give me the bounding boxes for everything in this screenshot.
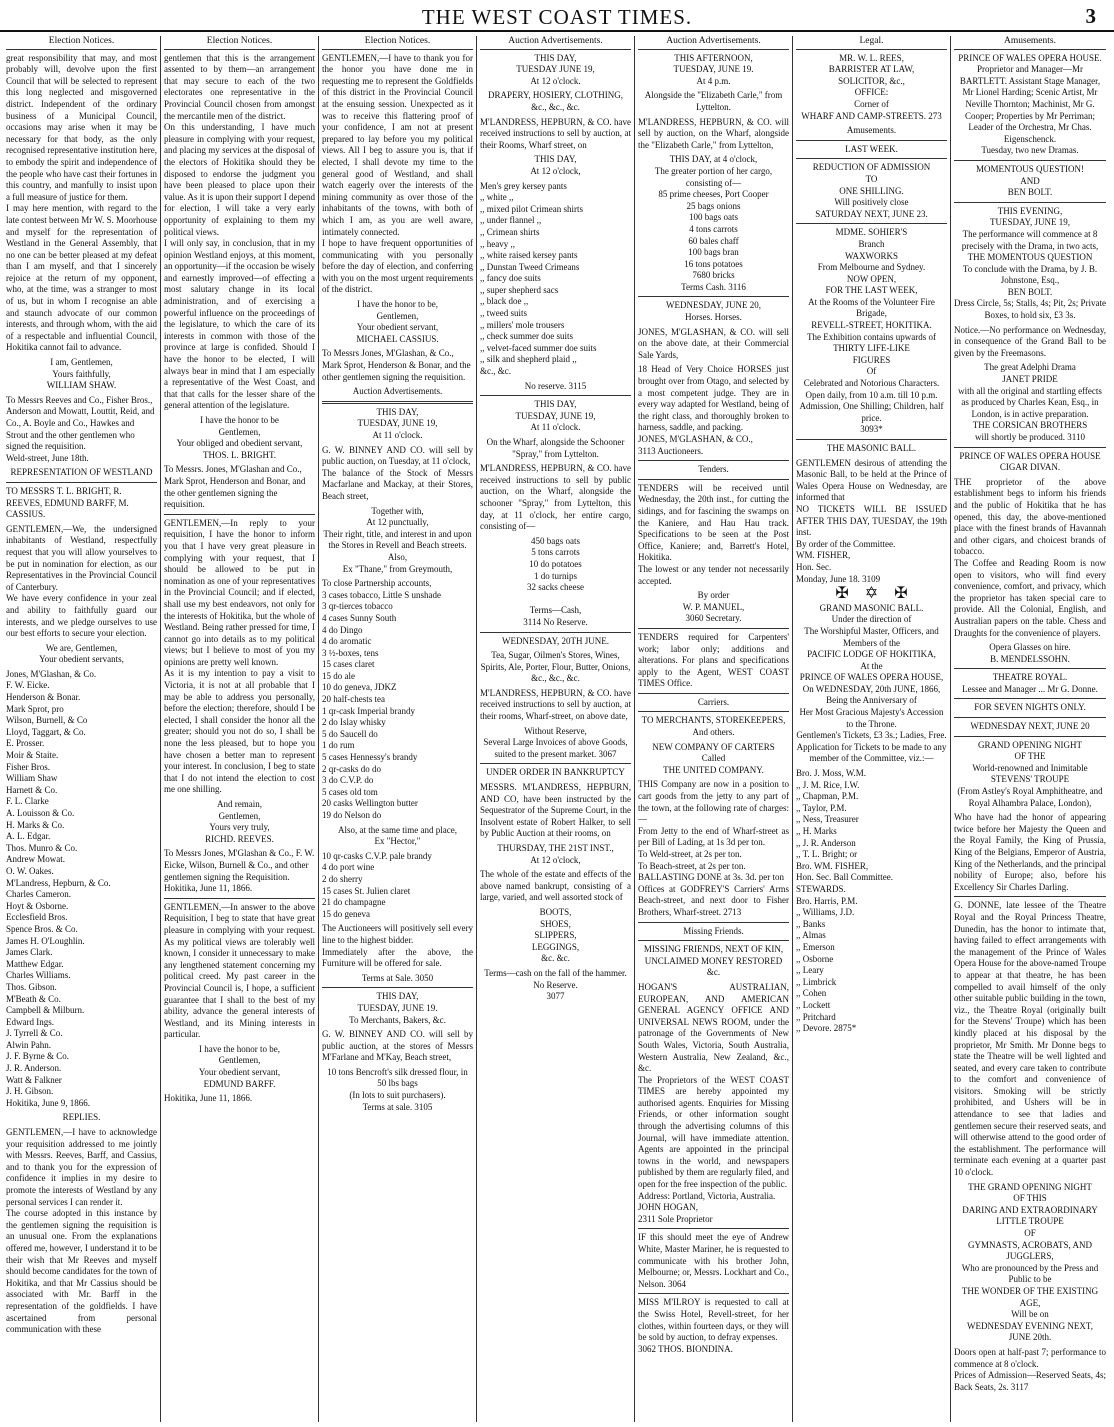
notice-text: We are, Gentlemen, Your obedient servants, <box>39 642 124 665</box>
notice-text: GENTLEMEN,—In reply to your requisition, I have the honor to inform you that I have very great pleasure in complying with your request, that I should be allowed to be put in nomination as one of your representatives in the Provincial Council; and if elected, shall use my best endeavors, not only for the interests of Hokitika, but the whole of Westland. Being rather pressed for time, I cannot go into details as to my political views; but I believe to most of you my opinions are pretty well known. As it is my intention to pay a visit to Victoria, it is not at all probable that I may be able to address you personally, before the election; therefore, should I be elected, I shall consider the honor all the greater; should you not do so, I shall be none the less pleased, but to hope you have chosen a better man to represent your interest. In conclusion, I beg to state that I do not intend the election to cost me one shilling. <box>164 517 315 795</box>
notice-text: MISSING FRIENDS, NEXT OF KIN, UNCLAIMED MONEY RESTORED &c. <box>643 944 784 978</box>
notice-text: 10 tons Bencroft's silk dressed flour, in 50 lbs bags (In lots to suit purchasers). Terms at sale. 3105 <box>327 1066 468 1112</box>
notice-text: great responsibility that may, and most probably will, devolve upon the first Council that will be selected to represent this long neglected and misgoverned district. Independent of the ordinary business of a Municipal Council, occasions may arise when it may be necessary for that body, as the only recognised representative institution here, to embody the spirit and independence of the people who have cast their fortunes in this country, and manfully to insist upon a full measure of justice for them. I may here mention, with regard to the late contest between Mr W. S. Moorhouse and myself for the representation of Westland in the General Assembly, that no one can be better pleased at my defeat than I am myself, and that I sincerely rejoice at the return of my opponent, who, at the time, was a stranger to most of us, but in whom I recognise an able and staunch advocate of our common interests, and through whom, with the aid of a respectable and influential Council, Hokitika cannot fail to advance. <box>6 52 157 353</box>
notice-text: Carriers. <box>697 696 730 707</box>
notice-text: FOR SEVEN NIGHTS ONLY. <box>974 702 1086 713</box>
notice-text: 18 Head of Very Choice HORSES just brought over from Otago, and selected by a most competent judge. They are in every way adapted for Westland, being of the right class, and thoroughly broken to harness, saddle, and packing. JONES, M'GLASHAN, & CO., 3113 Auctioneers. <box>638 364 789 456</box>
column-heading: Amusements. <box>954 36 1106 50</box>
notice-text: BOOTS, SHOES, SLIPPERS, LEGGINGS, &c. &c. <box>531 906 580 964</box>
column-heading: Election Notices. <box>164 36 315 50</box>
divider-rule <box>638 460 789 461</box>
divider-rule <box>164 514 315 515</box>
divider-rule <box>954 160 1106 161</box>
notice-text: M'LANDRESS, HEPBURN, & CO. have received instructions to sell by public auction, on the Wharf, alongside the schooner "Spray," from Lyttelton, this day, at 11 o'clock, her entire cargo, consisting of— <box>480 463 631 532</box>
notice-text: Notice.—No performance on Wednesday, in consequence of the Grand Ball to be given by the Freemasons. <box>954 324 1106 358</box>
notice-text: GENTLEMEN,—I have to thank you for the honor you have done me in requesting me to represent the Goldfields of this district in the Provincial Council at the ensuing session. Unexpected as it was to receive this flattering proof of your confidence, I am not at present prepared to lay before you my political views. All I beg to assure you is, that if elected, I shall devote my time to the general good of Westland, and shall watch eagerly over the interests of the mining community as over those of the inhabitants of the towns, with both of which I am, as you are well aware, intimately connected. I hope to have frequent opportunities of communicating with you personally before the day of election, and conferring with you on the most urgent requirements of the district. <box>322 52 473 295</box>
notice-text: MISS M'ILROY is requested to call at the Swiss Hotel, Revell-street, for her clothes, within fourteen days, or they will be sold by auction, to defray expenses. 3062 THOS. BIONDINA. <box>638 1297 789 1354</box>
column-4 <box>477 36 635 1422</box>
notice-text: Terms—cash on the fall of the hammer. No Reserve. 3077 <box>484 967 627 1002</box>
divider-rule <box>638 922 789 923</box>
notice-text: Bro. J. Moss, W.M. ,, J. M. Rice, I.W. ,, Chapman, P.M. ,, Taylor, P.M. ,, Ness, Treasurer ,, H. Marks ,, J. R. Anderson ,, T. L. Bright; or Bro. WM. FISHER, Hon. Sec. Ball Committee. STEWARDS. Bro. Harris, P.M. ,, Williams, J.D. ,, Banks ,, Almas ,, Emerson ,, Osborne ,, Leary ,, Limbrick ,, Cohen ,, Lockett ,, Pritchard ,, Devore. 2875* <box>796 768 893 1034</box>
notice-text: To Messrs Jones, M'Glashan, & Co., Mark Sprot, Henderson & Bonar, and the other gentlemen signing the requisition. <box>322 348 471 382</box>
notice-text: THEATRE ROYAL. Lessee and Manager ... Mr G. Donne. <box>962 672 1098 694</box>
notice-text: LAST WEEK. <box>845 143 898 154</box>
masonic-symbol-icon: ✡ <box>864 585 879 603</box>
divider-rule <box>954 447 1106 448</box>
notice-text: No reserve. 3115 <box>524 380 587 391</box>
notice-text: G. W. BINNEY AND CO. will sell by public auction, on Tuesday, at 11 o'clock, The balance of the Stock of Messrs Macfarlane and Mackay, at their Stores, Beach street, <box>322 444 473 501</box>
notice-text: The great Adelphi Drama JANET PRIDE with all the original and startling effects as produced by Charles Kean, Esq., in London, is in active preparation. THE CORSICAN BROTHERS will shortly be produced. 3110 <box>958 362 1102 442</box>
notice-text: PRINCE OF WALES OPERA HOUSE. Proprietor and Manager—Mr BARTLETT. Assistant Stage Manager, Mr Lionel Harding; Scenic Artist, Mr Neville Thornton; Machinist, Mr G. Cooper; Properties by Mr Perriman; Leader of the Orchestra, Mr Chas. Eigenschenck. Tuesday, two new Dramas. <box>958 52 1102 156</box>
notice-text: GRAND MASONIC BALL. Under the direction of The Worshipful Master, Officers, and Members of the PACIFIC LODGE OF HOKITIKA, At the PRINCE OF WALES OPERA HOUSE, On WEDNESDAY, 20th JUNE, 1866, Being the Anniversary of Her Most Gracious Majesty's Accession to the Throne. Gentlemen's Tickets, £3 3s.; Ladies, Free. Application for Tickets to be made to any member of the Committee, viz.:— <box>796 602 947 764</box>
divider-rule <box>796 439 947 440</box>
divider-rule <box>322 987 473 988</box>
notice-text: REPLIES. <box>62 1112 101 1123</box>
notice-text: I am, Gentlemen, Yours faithfully, WILLIAM SHAW. <box>46 357 117 391</box>
notice-text: G. W. BINNEY AND CO. will sell by public auction, at the stores of Messrs M'Farlane and M'Kay, Beach street, <box>322 1029 473 1063</box>
notice-text: HOGAN'S AUSTRALIAN, EUROPEAN, AND AMERICAN GENERAL AGENCY OFFICE AND UNIVERSAL NEWS ROOM, under the patronage of the Governments of New South Wales, Victoria, South Australia, Western Australia, New Zealand, &c., &c. The Proprietors of the WEST COAST TIMES are hereby appointed my authorised agents. Enquiries for Missing Friends, or other information sought through the advertising columns of this Journal, will have immediate attention. Agents are appointed in the principal towns in the world, and newspapers published by them are regularly filed, and open for the free inspection of the public. Address: Portland, Victoria, Australia. JOHN HOGAN, 2311 Sole Proprietor <box>638 981 789 1224</box>
masthead <box>0 0 1114 32</box>
divider-rule <box>638 1293 789 1294</box>
notice-text: PRINCE OF WALES OPERA HOUSE CIGAR DIVAN. <box>959 450 1101 473</box>
notice-text: The whole of the estate and effects of the above named bankrupt, consisting of a large, varied, and well assorted stock of <box>480 869 631 903</box>
column-3 <box>319 36 477 1422</box>
divider-rule <box>796 140 947 141</box>
notice-text: GENTLEMEN,—We, the undersigned inhabitants of Westland, respectfully request that you will allow yourselves to be put in nomination for election, as our Representatives in the Provincial Council of Canterbury. We have every confidence in your zeal and ability to faithfully guard our interests, and we pledge ourselves to use our best efforts to secure your election. <box>6 523 157 639</box>
divider-rule <box>480 763 631 764</box>
notice-text: Together with, At 12 punctually, Their right, title, and interest in and upon the Stores in Revell and Beach streets. Also, Ex "Thane," from Greymouth, <box>323 505 472 574</box>
notice-text: I have the honor to be Gentlemen, Your obliged and obedient servant, THOS. L. BRIGHT. <box>176 415 303 460</box>
notice-text: GENTLEMEN desirous of attending the Masonic Ball, to be held at the Prince of Wales Opera House on Wednesday, are informed that NO TICKETS WILL BE ISSUED AFTER THIS DAY, TUESDAY, the 19th inst. By order of the Committee. WM. FISHER, Hon. Sec. Monday, June 18. 3109 <box>796 457 947 584</box>
notice-text: MDME. SOHIER'S Branch WAXWORKS From Melbourne and Sydney. NOW OPEN, FOR THE LAST WEEK, At the Rooms of the Volunteer Fire Brigade, REVELL-STREET, HOKITIKA. The Exhibition contains upwards of THIRTY LIFE-LIKE FIGURES Of Celebrated and Notorious Characters. Open daily, from 10 a.m. till 10 p.m. Admission, One Shilling; Children, half price. 3093* <box>799 227 944 435</box>
notice-text: THIS DAY, at 4 o'clock, The greater portion of her cargo, consisting of— 85 prime cheeses, Port Cooper 25 bags onions 100 bags oats 4 tons carrots 60 bales chaff 100 bags bran 16 tons potatoes 7680 bricks Terms Cash. 3116 <box>654 154 773 292</box>
divider-rule <box>954 668 1106 669</box>
column-2 <box>161 36 319 1422</box>
notice-text: Doors open at half-past 7; performance to commence at 8 o'clock. Prices of Admission—Reserved Seats, 4s; Back Seats, 2s. 3117 <box>954 1346 1106 1392</box>
notice-text: G. DONNE, late lessee of the Theatre Royal and the Royal Princess Theatre, Dunedin, has the honor to intimate that, having failed to effect arrangements with the management of the Prince of Wales Opera House for the above-named Troupe to appear at that theatre, he has been compelled to avail himself of the only other suitable public building in the town, viz., the Theatre Royal (originally built for the Stevens' Troupe) which has been kindly placed at his disposal by the proprietor, Mr Smith. Mr Donne begs to state the Theatre will be well lighted and seated, and every care taken to contribute to the comfort and convenience of visitors. Smoking will be strictly prohibited, and Ushers will be in attendance to see that ladies and gentlemen secure their reserved seats, and will otherwise attend to the good order of the establishment. The performance will terminate each evening at a quarter past 10 o'clock. <box>954 900 1106 1178</box>
divider-rule <box>796 158 947 159</box>
divider-rule <box>954 717 1106 718</box>
notice-text: Terms at Sale. 3050 <box>361 972 434 983</box>
column-1 <box>3 36 161 1422</box>
notice-text: To Messrs. Jones, M'Glashan and Co., Mark Sprot, Henderson and Bonar, and the other gentlemen signing the requisition. <box>164 464 306 510</box>
notice-text: THURSDAY, THE 21ST INST., At 12 o'clock, <box>497 843 614 865</box>
notice-text: THIS AFTERNOON, TUESDAY, JUNE 19. At 4 p.m. <box>673 52 754 86</box>
notice-text: MESSRS. M'LANDRESS, HEPBURN, AND CO, have been instructed by the Sequestrator of the Supreme Court, in the Insolvent estate of Robert Halker, to sell by Public Auction at their rooms, on <box>480 782 631 839</box>
column-heading: Auction Advertisements. <box>638 36 789 50</box>
notice-text: REDUCTION OF ADMISSION TO ONE SHILLING. Will positively close SATURDAY NEXT, JUNE 23. <box>812 162 931 219</box>
notice-text: I have the honor to be, Gentlemen, Your obedient servant, MICHAEL CASSIUS. <box>356 299 439 344</box>
divider-rule <box>164 898 315 899</box>
divider-rule <box>638 711 789 712</box>
notice-text: IF this should meet the eye of Andrew White, Master Mariner, he is requested to communicate with his brother John, Melbourne; or, Messrs. Lockhart and Co., Nelson. 3064 <box>638 1232 789 1289</box>
column-heading: Election Notices. <box>6 36 157 50</box>
notice-text: TENDERS required for Carpenters' work; labor only; additions and alterations. For plans and specifications apply to the Agent, WEST COAST TIMES Office. <box>638 631 789 689</box>
notice-text: TO MERCHANTS, STOREKEEPERS, And others. <box>641 715 786 738</box>
divider-rule <box>322 401 473 404</box>
notice-text: Men's grey kersey pants ,, white ,, ,, mixed pilot Crimean shirts ,, under flannel ,, ,, Crimean shirts ,, heavy ,, ,, white raised kersey pants ,, Dunstan Tweed Crimeans ,, fancy doe suits ,, super shepherd sacs ,, black doe ,, ,, tweed suits ,, millers' mole trousers ,, check summer doe suits ,, velvet-faced summer doe suits ,, silk and shepherd plaid ,, &c., &c. <box>480 180 597 377</box>
column-7 <box>951 36 1109 1422</box>
notice-text: THE GRAND OPENING NIGHT OF THIS DARING AND EXTRAORDINARY LITTLE TROUPE OF GYMNASTS, ACROBATS, AND JUGGLERS, Who are pronounced by the Press and Public to be THE WONDER OF THE EXISTING AGE, Will be on WEDNESDAY EVENING NEXT, JUNE 20th. <box>961 1181 1099 1343</box>
notice-text: REPRESENTATION OF WESTLAND <box>10 467 153 478</box>
divider-rule <box>480 395 631 396</box>
columns-container <box>3 36 1111 1422</box>
notice-text: NEW COMPANY OF CARTERS Called THE UNITED COMPANY. <box>652 741 775 775</box>
notice-text: WEDNESDAY NEXT, JUNE 20 <box>970 721 1090 732</box>
notice-text: THIS Company are now in a position to cart goods from the jetty to any part of the town, at the following rate of charges:— From Jetty to the end of Wharf-street as per Bill of Lading, at 1s 3d per ton. To Weld-street, at 2s per ton. To Beach-street, at 2s per ton. BALLASTING DONE at 3s. 3d. per ton Offices at GODFREY'S Carriers' Arms Beach-street, and next door to Fisher Brothers, Wharf-street. 2713 <box>638 779 789 917</box>
notice-text: THIS DAY, TUESDAY, JUNE 19. To Merchants, Bakers, &c. <box>349 991 446 1025</box>
masonic-emblems <box>796 585 947 603</box>
notice-text: DRAPERY, HOSIERY, CLOTHING, &c., &c., &c. <box>488 90 623 112</box>
notice-text: Auction Advertisements. <box>352 386 443 397</box>
divider-rule <box>638 1228 789 1229</box>
notice-text: The Auctioneers will positively sell every line to the highest bidder. Immediately after the above, the Furniture will be offered for sale. <box>322 923 473 969</box>
notice-text: THIS DAY, TUESDAY JUNE 19, At 12 o'clock. <box>516 52 595 86</box>
notice-text: To close Partnership accounts, 3 cases tobacco, Little S unshade 3 qr-tierces tobacco 4 cases Sunny South 4 do Dingo 4 do aromatic 3 ½-boxes, tens 15 cases claret 15 do ale 10 do geneva, JDKZ 20 half-chests tea 1 qr-cask Imperial brandy 2 do Islay whisky 5 do Saucell do 1 do rum 5 cases Hennessy's brandy 2 qr-casks do do 3 do C.V.P. do 5 cases old tom 20 casks Wellington butter 19 do Nelson do <box>322 578 441 820</box>
notice-text: Tenders. <box>698 464 729 475</box>
notice-text: To Messrs Reeves and Co., Fisher Bros., Anderson and Mowatt, Louttit, Reid, and Co., A. Boyle and Co., Hawkes and Strout and the other gentlemen who signed the requisition. Weld-street, June 18th. <box>6 394 155 463</box>
page-number: 3 <box>1085 4 1096 28</box>
notice-text: To Messrs Jones, M'Glashan & Co., F. W. Eicke, Wilson, Burnell & Co., and other gentlemen signing the Requisition. Hokitika, June 11, 1866. <box>164 848 315 894</box>
notice-text: WEDNESDAY, JUNE 20, Horses. Horses. <box>665 300 761 323</box>
divider-rule <box>796 223 947 224</box>
column-5 <box>635 36 793 1422</box>
column-heading: Legal. <box>796 36 947 50</box>
masonic-symbol-icon: ✠ <box>894 585 908 603</box>
notice-text: By order W. P. MANUEL, 3060 Secretary. <box>682 590 745 624</box>
notice-text: M'LANDRESS, HEPBURN, & CO. have received instructions to sell by auction, at their rooms, Wharf-street, on above date, <box>480 687 631 722</box>
column-heading: Election Notices. <box>322 36 473 50</box>
divider-rule <box>638 940 789 941</box>
notice-text: THIS EVENING, TUESDAY, JUNE 19, The performance will commence at 8 precisely with the Drama, in two acts, THE MOMENTOUS QUESTION To conclude with the Drama, by J. B. Johnstone, Esq., BEN BOLT. Dress Circle, 5s; Stalls, 4s; Pit, 2s; Private Boxes, to hold six, £3 3s. <box>954 205 1106 321</box>
notice-text: M'LANDRESS, HEPBURN, & CO. will sell by auction, on the Wharf, alongside the "Elizabeth Carle," from Lyttelton, <box>638 116 789 150</box>
notice-text: 10 qr-casks C.V.P. pale brandy 4 do port wine 2 do sherry 15 cases St. Julien claret 21 do champagne 15 do geneva <box>322 850 432 919</box>
notice-text: GRAND OPENING NIGHT OF THE World-renowned and Inimitable STEVENS' TROUPE (From Astley's Royal Amphitheatre, and Royal Alhambra Palace, London), <box>957 739 1103 808</box>
divider-rule <box>480 632 631 633</box>
notice-text: 450 bags oats 5 tons carrots 10 do potatoes 1 do turnips 32 sacks cheese Terms—Cash, 3114 No Reserve. <box>523 535 588 627</box>
notice-text: THIS DAY, TUESDAY, JUNE 19, At 11 o'clock. <box>515 399 596 433</box>
notice-text: JONES, M'GLASHAN, & CO. will sell on the above date, at their Commercial Sale Yards, <box>638 326 789 360</box>
notice-text: Opera Glasses on hire. B. MENDELSSOHN. <box>989 642 1071 664</box>
notice-text: THE proprietor of the above establishment begs to inform his friends and the public of Hokitika that he has opened, this day, the above-mentioned place with the finest brands of Havannah and other cigars, and choicest brands of tobacco. The Coffee and Reading Room is now open to visitors, who will find every convenience, comfort, and privacy, which the proprietor has taken special care to provide. All the Colonial, English, and Australian papers on the table. Chess and Draughts for the convenience of players. <box>954 476 1106 638</box>
divider-rule <box>638 628 789 629</box>
notice-text: TO MESSRS T. L. BRIGHT, R. REEVES, EDMUND BARFF, M. CASSIUS. <box>6 485 129 520</box>
divider-rule <box>638 479 789 480</box>
notice-text: THIS DAY, At 12 o'clock, <box>530 154 581 176</box>
notice-text: Tea, Sugar, Oilmen's Stores, Wines, Spirits, Ale, Porter, Flour, Butter, Onions, &c., &c., &c. <box>480 650 631 684</box>
notice-text: And remain, Gentlemen, Yours very truly, RICHD. REEVES. <box>205 799 274 844</box>
notice-text: THIS DAY, TUESDAY, JUNE 19, At 11 o'clock. <box>357 406 438 440</box>
notice-text: MR. W. L. REES, BARRISTER AT LAW, SOLICITOR, &c., OFFICE: Corner of WHARF AND CAMP-STREETS. 273 <box>801 52 942 121</box>
notice-text: On the Wharf, alongside the Schooner "Spray," from Lyttelton. <box>486 437 625 459</box>
notice-text: gentlemen that this is the arrangement assented to by them—an arrangement that may secure to each of the two electorates one representative in the Provincial Council chosen from amongst the mercantile men of the district. On this understanding, I have much pleasure in complying with your request, and placing my services at the disposal of the electors of Hokitika should they be disposed to endorse the judgment you have been pleased to place upon their value. As it is upon their support I depend for election, I will take a very early opportunity of explaining to them my political views. I will only say, in conclusion, that in my opinion Westland enjoys, at this moment, an opportunity—if the occasion be wisely and earnestly improved—of effecting a most salutary change in its local administration, and of exercising a powerful influence on the proceedings of the legislature, to which the care of its interests in common with those of the province at large is confided. Should I have the honor to be elected, I will always bear in mind that I am especially a representative of the West Coast, and that that calls for the lesser share of the general attention of the legislature. <box>164 52 315 411</box>
notice-text: Jones, M'Glashan, & Co. F. W. Eicke. Henderson & Bonar. Mark Sprot, pro Wilson, Burnell, & Co Lloyd, Taggart, & Co. E. Prosser. Moir & Staite. Fisher Bros. William Shaw Harnett & Co. F. L. Clarke A. Louisson & Co. H. Marks & Co. A. L. Edgar. Thos. Munro & Co. Andrew Mowat. O. W. Oakes. M'Landress, Hepburn, & Co. Charles Cameron. Hoyt & Osborne. Ecclesfield Bros. Spence Bros. & Co. James H. O'Loughlin. James Clark. Matthew Edgar. Charles Williams. Thos. Gibson. M'Beath & Co. Campbell & Milburn. Edward Ings. J. Tyrrell & Co. Alwin Pahn. J. F. Byrne & Co. J. R. Anderson. Watt & Falkner J. H. Gibson. Hokitika, June 9, 1866. <box>6 668 111 1108</box>
notice-text: GENTLEMEN,—In answer to the above Requisition, I beg to state that have great pleasure in complying with your request. As my political views are tolerably well known, I consider it unnecessary to make any lengthened statement concerning my political creed. My past career in the Provincial Council is, I hope, a sufficient guarantee that I shall to the best of my ability, advance the general interests of Westland, and its Mining interests in particular. <box>164 901 315 1040</box>
notice-text: Amusements. <box>846 125 897 136</box>
notice-text: TENDERS will be received until Wednesday, the 20th inst., for cutting the sidings, and for fascining the swamps on the Kaniere, and Hau Hau track. Specifications to be seen at the Post Office, Kaniere; and, Barrett's Hotel, Hokitika. The lowest or any tender not necessarily accepted. <box>638 482 789 586</box>
divider-rule <box>954 698 1106 699</box>
notice-text: THE MASONIC BALL. <box>826 443 917 453</box>
notice-text: GENTLEMEN,—I have to acknowledge your requisition addressed to me jointly with Messrs. Reeves, Barff, and Cassius, and to thank you for the expression of confidence it implies in my desire to promote the interests of Westland by any personal services I can render it. The course adopted in this instance by the gentlemen signing the requisition is an unusual one. From the explanations offered me, however, I understand it to be their wish that Mr Reeves and myself should become candidates for the town of Hokitika, and that Mr Cassius should be associated with Mr. Barff in the representation of the goldfields. I have ascertained from personal communication with these <box>6 1127 157 1335</box>
notice-text: Also, at the same time and place, Ex "Hector," <box>338 824 457 847</box>
divider-rule <box>954 202 1106 203</box>
notice-text: Without Reserve, Several Large Invoices of above Goods, suited to the present market. 3067 <box>483 725 628 759</box>
notice-text: Alongside the "Elizabeth Carle," from Lyttelton. <box>644 90 783 112</box>
notice-text: MOMENTOUS QUESTION! AND BEN BOLT. <box>975 163 1085 198</box>
divider-rule <box>954 736 1106 737</box>
notice-text: WEDNESDAY, 20TH JUNE. <box>501 635 609 646</box>
column-heading: Auction Advertisements. <box>480 36 631 50</box>
divider-rule <box>638 693 789 694</box>
divider-rule <box>954 896 1106 897</box>
newspaper-title: THE WEST COAST TIMES. <box>421 5 693 29</box>
notice-text: Who have had the honor of appearing twice before her Majesty the Queen and the Royal Family, the King of Prussia, King of the Belgians, Emperor of Austria, King of the Netherlands, and the principal nobility of Europe; also, before his Excellency Sir Charles Darling. <box>954 812 1106 892</box>
notice-text: Missing Friends. <box>683 925 744 936</box>
column-6 <box>793 36 951 1422</box>
divider-rule <box>6 482 157 483</box>
notice-text: UNDER ORDER IN BANKRUPTCY <box>486 767 625 778</box>
divider-rule <box>638 296 789 297</box>
notice-text: I have the honor to be, Gentlemen, Your obedient servant, EDMUND BARFF. <box>198 1043 281 1089</box>
masonic-symbol-icon: ✠ <box>835 585 849 603</box>
notice-text: Hokitika, June 11, 1866. <box>164 1093 253 1104</box>
notice-text: M'LANDRESS, HEPBURN, & CO. have received instructions to sell by auction, at their Rooms, Wharf street, on <box>480 116 631 150</box>
